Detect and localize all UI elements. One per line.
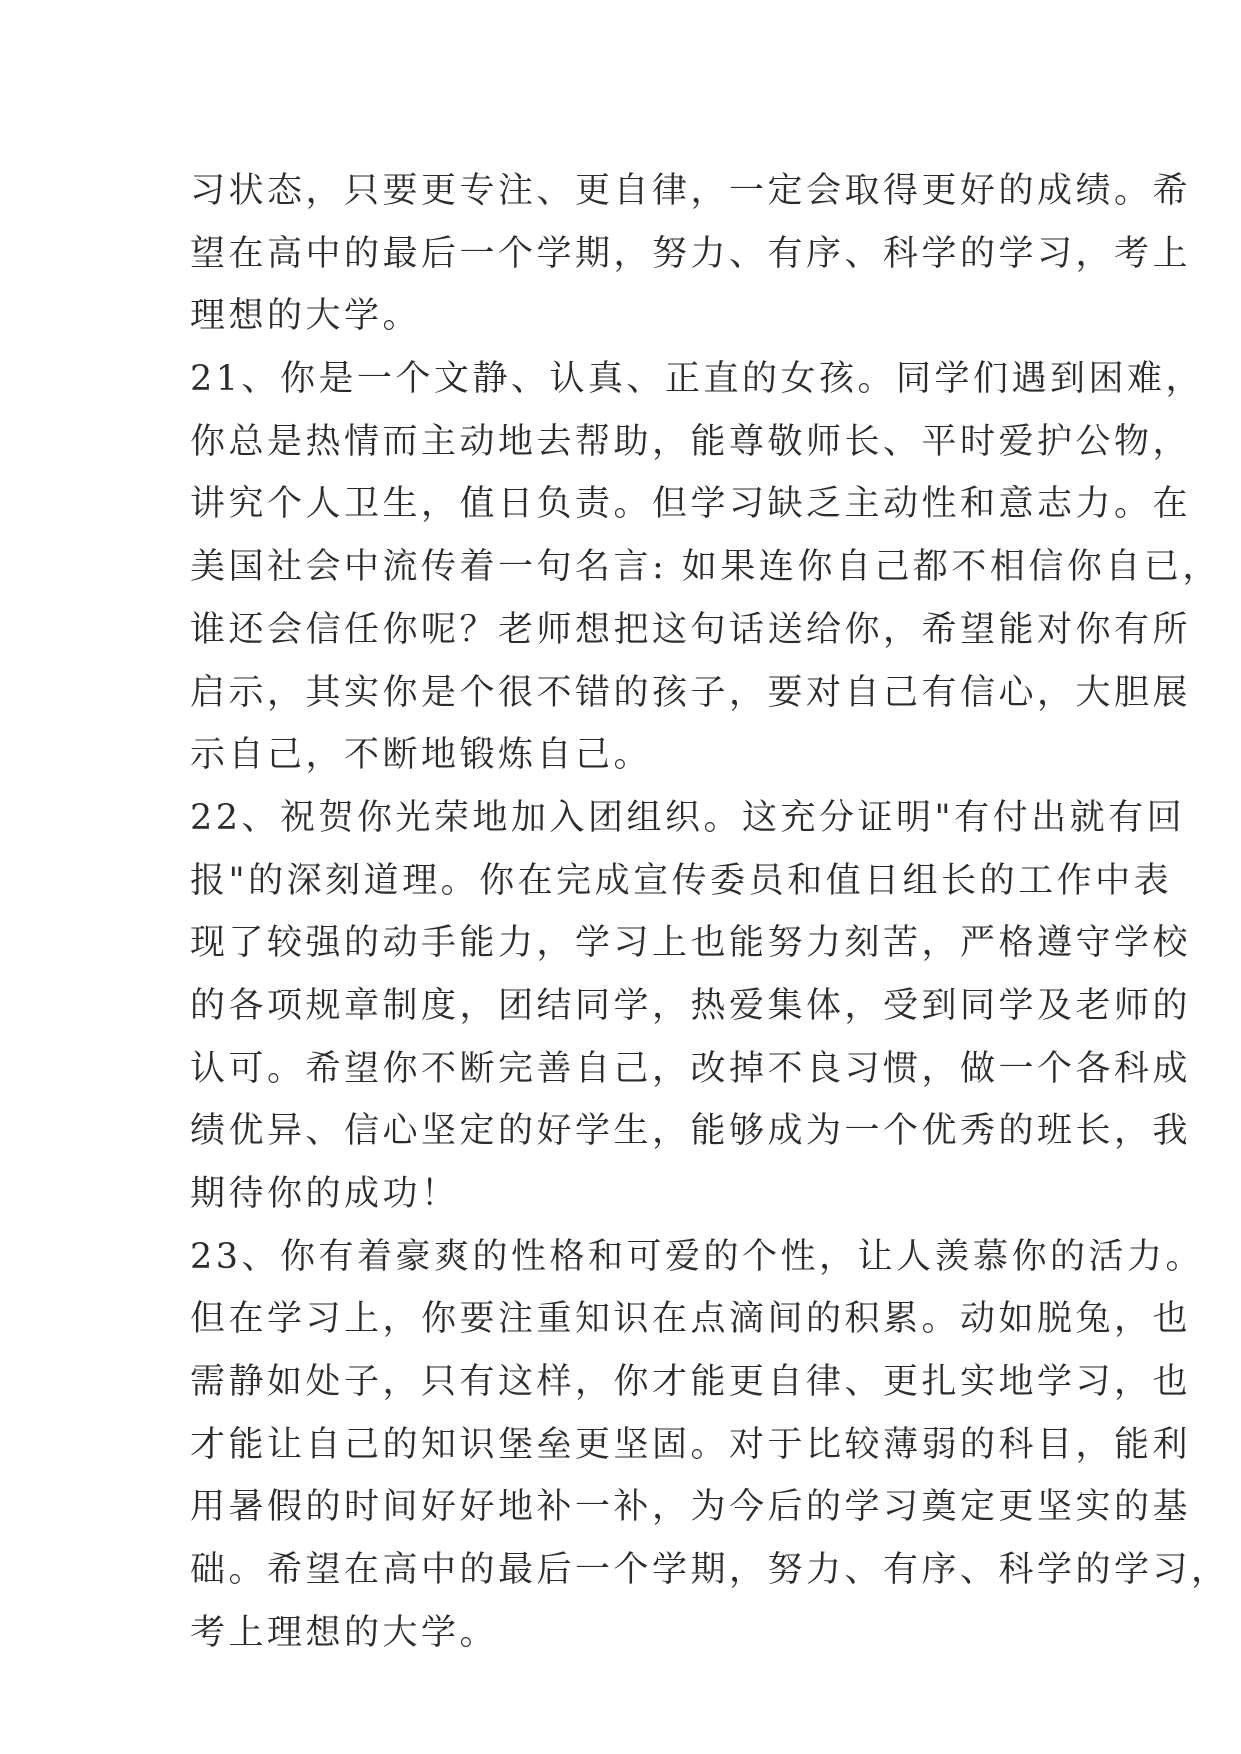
- text-line: 21、你是一个文静、认真、正直的女孩。同学们遇到困难，: [190, 359, 1205, 400]
- text-line: 现了较强的动手能力，学习上也能努力刻苦，严格遵守学校: [190, 923, 1192, 964]
- text-line: 考上理想的大学。: [190, 1612, 499, 1653]
- text-line: 础。希望在高中的最后一个学期，努力、有序、科学的学习，: [190, 1550, 1230, 1591]
- text-line: 22、祝贺你光荣地加入团组织。这充分证明"有付出就有回: [190, 797, 1186, 838]
- text-line: 期待你的成功！: [190, 1174, 460, 1214]
- document-body: [190, 160, 1230, 1665]
- text-line: 才能让自己的知识堡垒更坚固。对于比较薄弱的科目，能利: [190, 1424, 1192, 1465]
- text-line: 需静如处子，只有这样，你才能更自律、更扎实地学习，也: [190, 1362, 1192, 1403]
- text-line: 习状态，只要更专注、更自律，一定会取得更好的成绩。希: [190, 171, 1192, 211]
- text-line: 23、你有着豪爽的性格和可爱的个性，让人羡慕你的活力。: [190, 1236, 1205, 1277]
- text-line: 望在高中的最后一个学期，努力、有序、科学的学习，考上: [190, 233, 1192, 274]
- text-line: 美国社会中流传着一句名言: 如果连你自己都不相信你自已，: [190, 547, 1221, 588]
- text-line: 示自己，不断地锻炼自己。: [190, 735, 653, 776]
- text-line: 但在学习上，你要注重知识在点滴间的积累。动如脱兔，也: [190, 1299, 1192, 1340]
- text-line: 的各项规章制度，团结同学，热爱集体，受到同学及老师的: [190, 985, 1192, 1026]
- text-line: 绩优异、信心坚定的好学生，能够成为一个优秀的班长，我: [190, 1111, 1192, 1152]
- text-line: 谁还会信任你呢？老师想把这句话送给你，希望能对你有所: [190, 609, 1192, 650]
- text-line: 报"的深刻道理。你在完成宣传委员和值日组长的工作中表: [190, 860, 1173, 901]
- text-line: 理想的大学。: [190, 296, 422, 337]
- text-line: 认可。希望你不断完善自己，改掉不良习惯，做一个各科成: [190, 1048, 1192, 1089]
- text-line: 讲究个人卫生，值日负责。但学习缺乏主动性和意志力。在: [190, 484, 1192, 525]
- text-line: 用暑假的时间好好地补一补，为今后的学习奠定更坚实的基: [190, 1487, 1192, 1528]
- text-line: 你总是热情而主动地去帮助，能尊敬师长、平时爱护公物，: [190, 421, 1192, 462]
- text-line: 启示，其实你是个很不错的孩子，要对自己有信心，大胆展: [190, 672, 1192, 713]
